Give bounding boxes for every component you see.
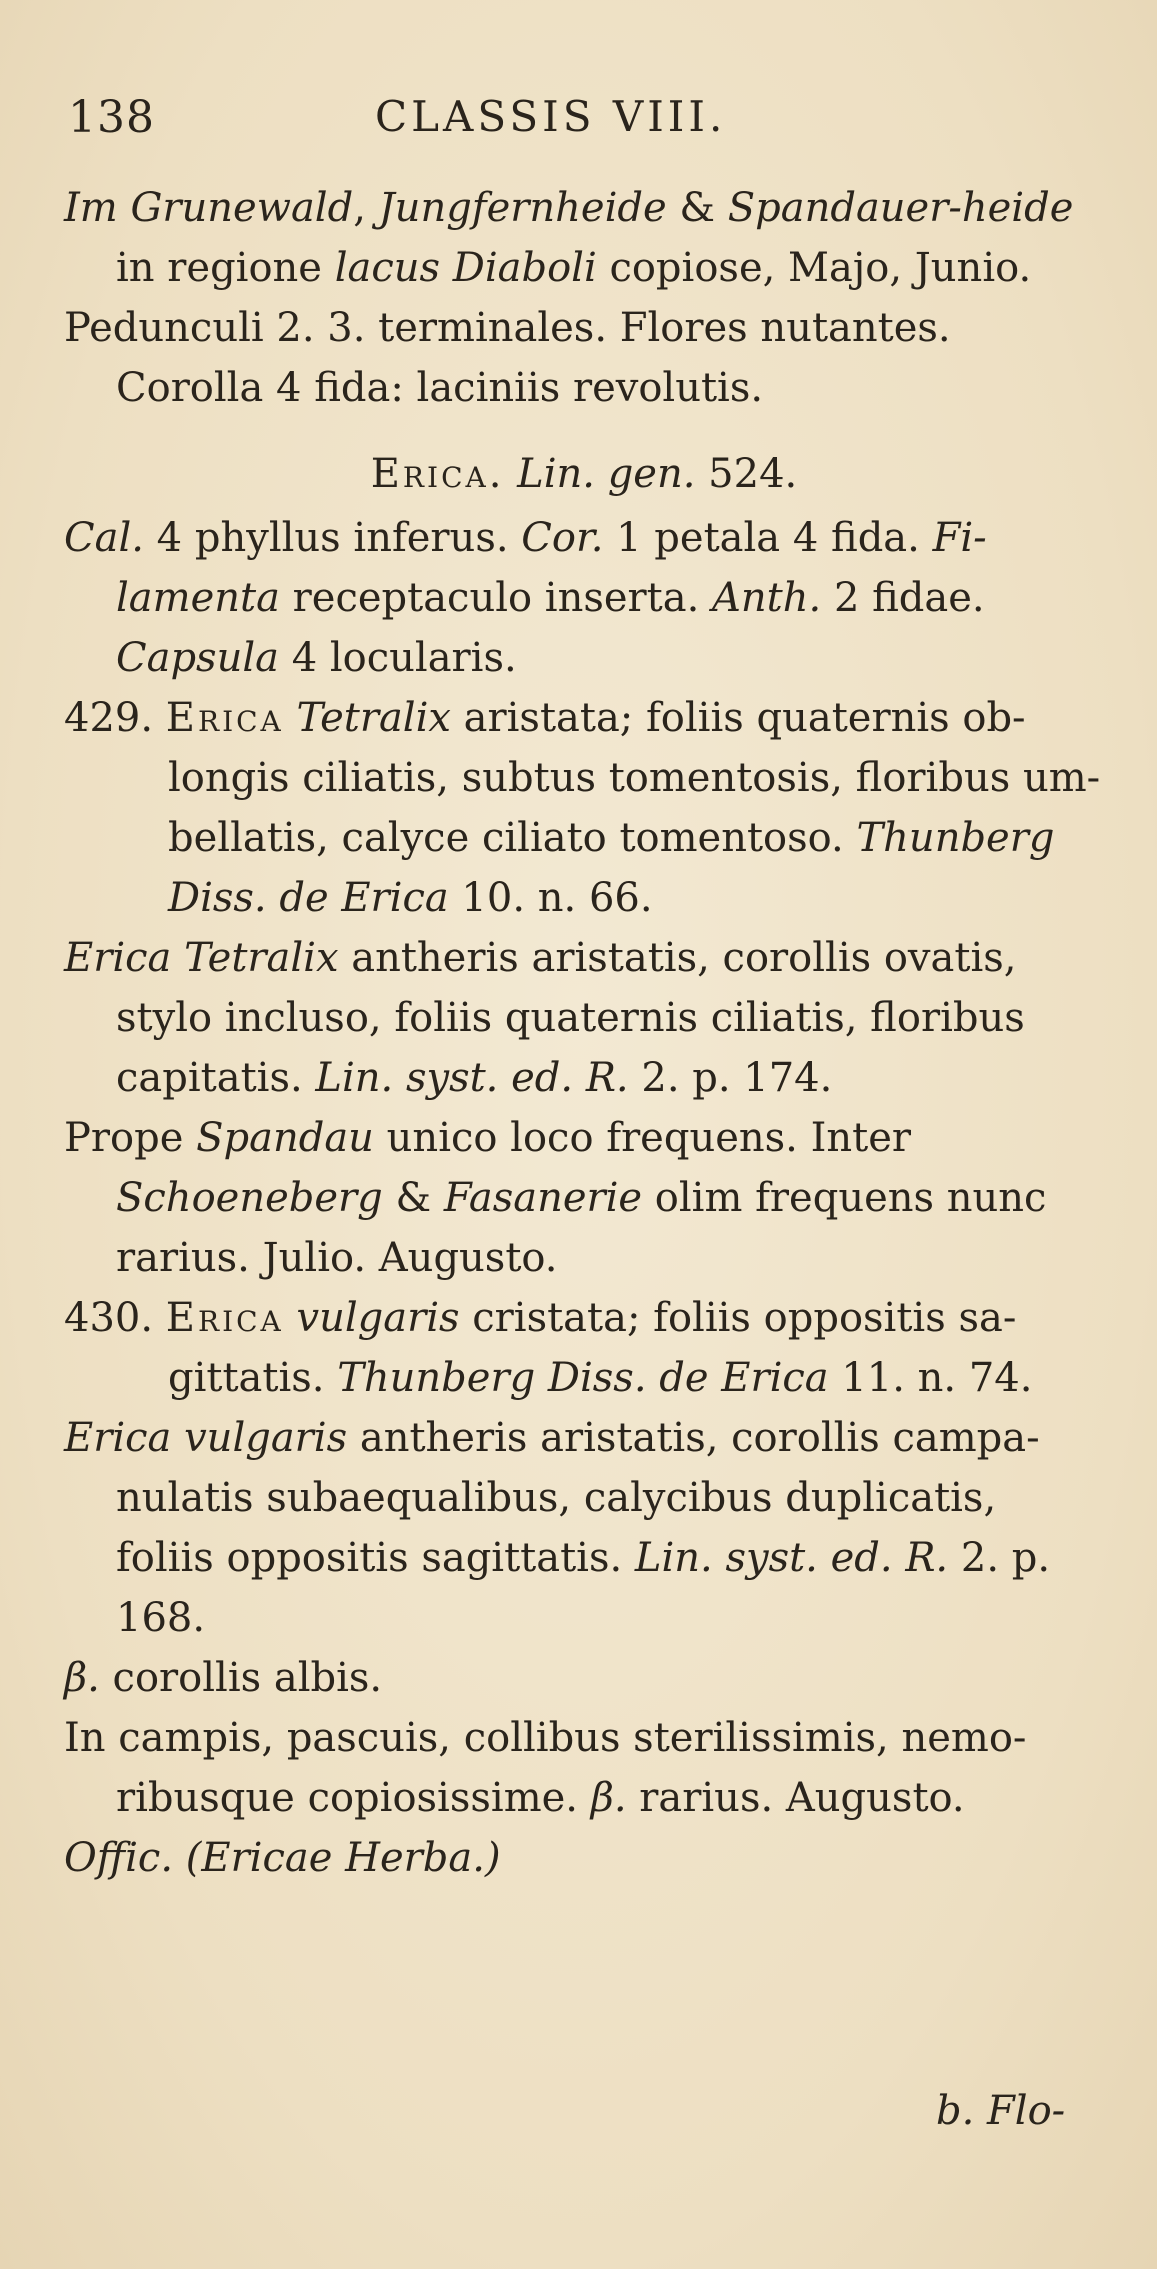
text-run: 2. p. 168.: [116, 1535, 1051, 1641]
italic-text-run: Offic. (Ericae Herba.): [64, 1835, 501, 1881]
catchword: b. Flo-: [936, 2088, 1066, 2134]
paragraph-locality-intro: [64, 178, 1104, 298]
paragraph-genus-description: [64, 508, 1104, 688]
text-run: Prope: [64, 1115, 197, 1161]
paragraph-pedunculi: [64, 298, 1104, 418]
running-head: CLASSIS VIII.: [375, 92, 727, 141]
text-run: 2 fidae.: [821, 575, 985, 621]
text-run: olim frequens nunc rarius. Julio. Augusto.: [116, 1175, 1047, 1281]
italic-text-run: Erica vulgaris: [64, 1415, 348, 1461]
text-run: aristata; foliis quaternis ob-longis ciliatis, subtus tomentosis, floribus um-bellatis, calyce ciliato tomentoso.: [168, 695, 1101, 861]
italic-text-run: β.: [590, 1775, 627, 1821]
text-run: 11. n. 74.: [828, 1355, 1033, 1401]
italic-text-run: Erica Tetralix: [64, 935, 339, 981]
text-run: 2. p. 174.: [628, 1055, 833, 1101]
text-run: &: [666, 185, 728, 231]
paragraph-tetralix-locality: [64, 1108, 1104, 1288]
italic-text-run: Im Grunewald: [64, 185, 354, 231]
text-run: in regione: [116, 245, 335, 291]
italic-text-run: Schoeneberg: [116, 1175, 383, 1221]
small-caps-text-run: Erica.: [370, 451, 505, 497]
paragraph-vulgaris-locality: [64, 1708, 1104, 1828]
italic-text-run: Thunberg Diss. de Erica: [337, 1355, 829, 1401]
small-caps-text-run: Erica: [165, 695, 284, 741]
italic-text-run: Jungfernheide: [378, 185, 667, 231]
italic-text-run: lacus Diaboli: [334, 245, 597, 291]
italic-text-run: Thunberg Diss. de Erica: [168, 815, 1055, 921]
text-run: 429.: [64, 695, 166, 741]
italic-text-run: Fasanerie: [443, 1175, 643, 1221]
italic-text-run: Anth.: [712, 575, 822, 621]
italic-text-run: Tetralix: [296, 695, 451, 741]
italic-text-run: β.: [64, 1655, 100, 1701]
text-run: 524.: [695, 451, 798, 497]
text-run: 4 phyllus inferus.: [143, 515, 522, 561]
text-run: cristata; foliis oppositis sa-gittatis.: [168, 1295, 1017, 1401]
page-header: [68, 92, 828, 152]
italic-text-run: Cal.: [64, 515, 144, 561]
text-run: antheris aristatis, corollis ovatis, stylo incluso, foliis quaternis ciliatis, floribus capitatis.: [116, 935, 1025, 1101]
text-run: receptaculo inserta.: [279, 575, 713, 621]
page-body: [64, 178, 1104, 1888]
paragraph-beta-variety: [64, 1648, 1104, 1708]
paragraph-genus-heading: [64, 418, 1104, 508]
text-run: In campis, pascuis, collibus sterilissimis, nemo-ribusque copiosissime.: [64, 1715, 1027, 1821]
italic-text-run: Lin. gen.: [517, 451, 696, 497]
paragraph-officinal: [64, 1828, 1104, 1888]
italic-text-run: vulgaris: [296, 1295, 460, 1341]
text-run: 1 petala 4 fida.: [603, 515, 933, 561]
text-run: antheris aristatis, corollis campa-nulatis subaequalibus, calycibus duplicatis, foliis oppositis sagittatis.: [116, 1415, 1040, 1581]
page-number: 138: [68, 92, 155, 143]
italic-text-run: Spandau: [196, 1115, 374, 1161]
text-run: [504, 451, 517, 497]
italic-text-run: Spandauer-heide: [727, 185, 1074, 231]
text-run: rarius. Augusto.: [626, 1775, 965, 1821]
text-run: 4 locularis.: [279, 635, 517, 681]
small-caps-text-run: Erica: [165, 1295, 284, 1341]
paragraph-tetralix-linnaeus: [64, 928, 1104, 1108]
text-run: [284, 695, 297, 741]
text-run: &: [382, 1175, 444, 1221]
text-run: unico loco frequens. Inter: [373, 1115, 912, 1161]
italic-text-run: Capsula: [116, 635, 279, 681]
italic-text-run: Lin. syst. ed. R.: [634, 1535, 949, 1581]
italic-text-run: Cor.: [521, 515, 604, 561]
text-run: corollis albis.: [99, 1655, 383, 1701]
paragraph-species-430: [64, 1288, 1104, 1408]
paragraph-species-429: [64, 688, 1104, 928]
text-run: [284, 1295, 297, 1341]
italic-text-run: Lin. syst. ed. R.: [315, 1055, 629, 1101]
paragraph-vulgaris-linnaeus: [64, 1408, 1104, 1648]
italic-text-run: Fi-lamenta: [116, 515, 987, 621]
text-run: 10. n. 66.: [448, 875, 653, 921]
text-run: 430.: [64, 1295, 166, 1341]
text-run: copiose, Majo, Junio.: [596, 245, 1032, 291]
text-run: ,: [353, 185, 379, 231]
text-run: Pedunculi 2. 3. terminales. Flores nutantes. Corolla 4 fida: laciniis revolutis.: [64, 305, 951, 411]
